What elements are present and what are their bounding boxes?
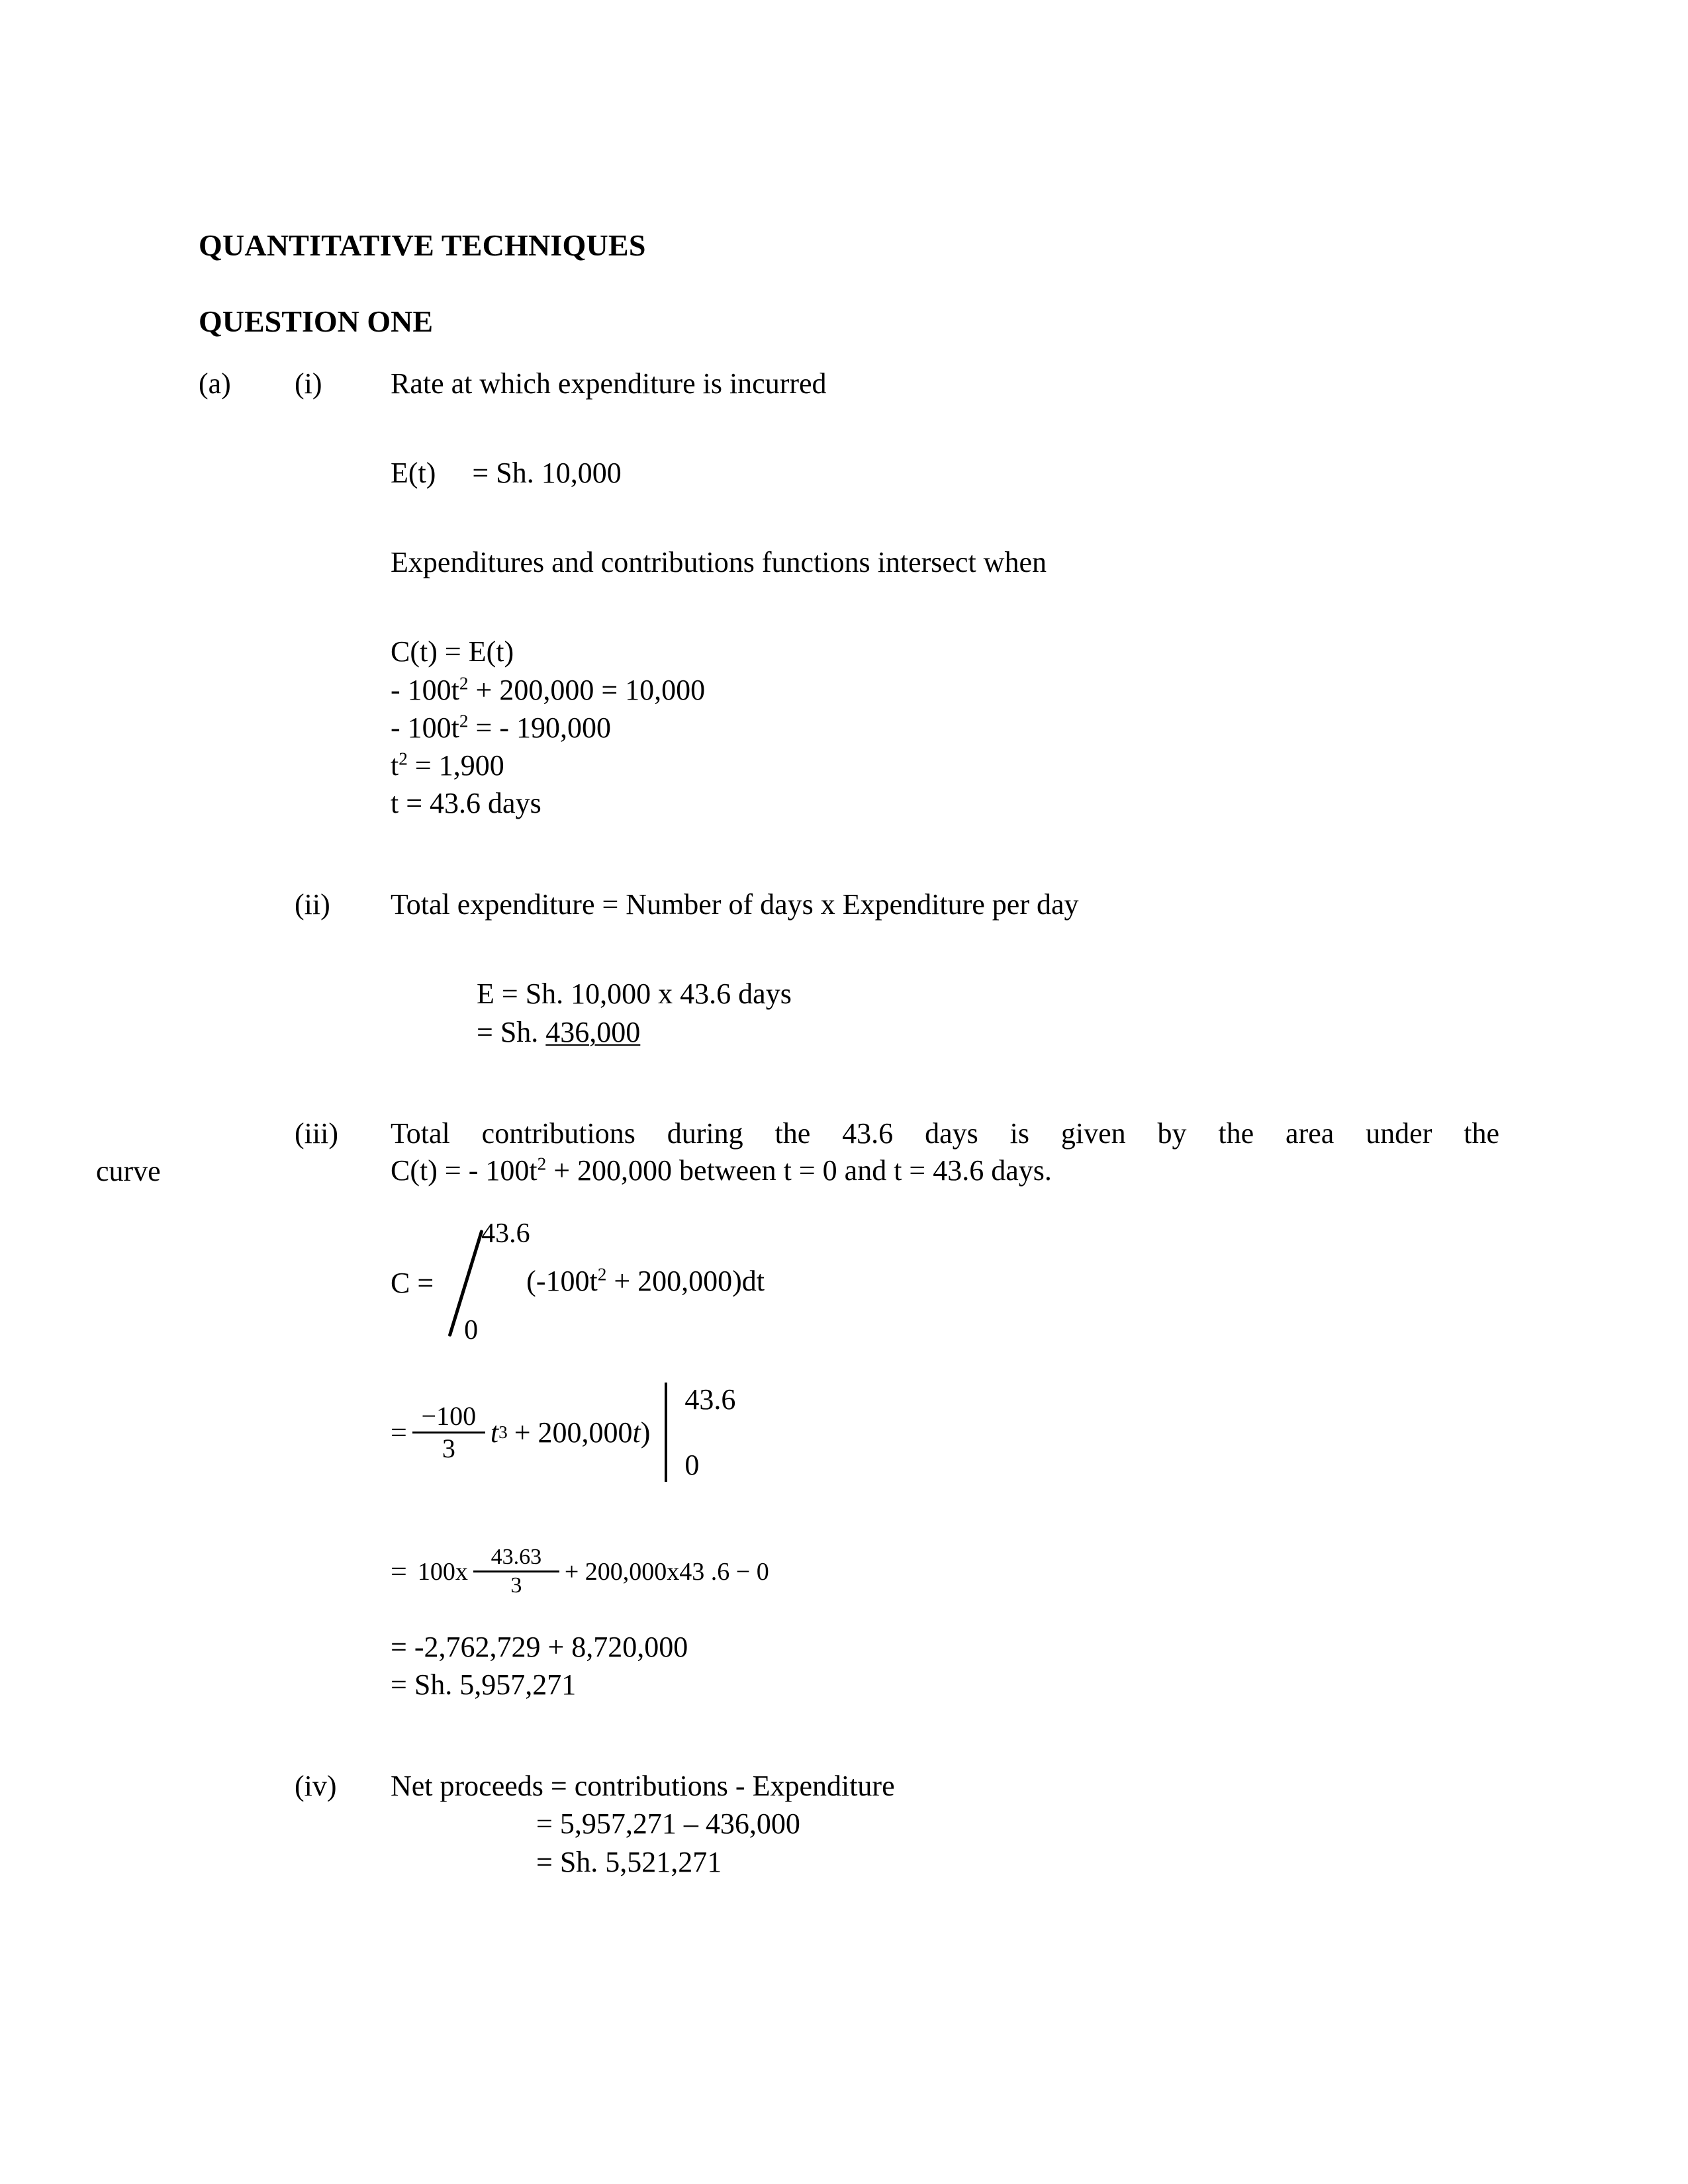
evaluation-bar (665, 1383, 667, 1482)
eval-upper-limit: 43.6 (684, 1383, 736, 1416)
part-a-item-iv (295, 1767, 1499, 1805)
text-intersect-condition: Expenditures and contributions functions intersect when (391, 546, 1047, 579)
equation-numeric-result-1: = -2,762,729 + 8,720,000 (391, 1630, 688, 1663)
exponent: 2 (537, 1154, 547, 1174)
equation-t-squared (391, 747, 1499, 784)
curve-eq-post: + 200,000 between t = 0 and t = 43.6 days. (546, 1154, 1052, 1187)
equation-substitution (391, 1545, 769, 1597)
spacer (199, 1704, 1499, 1767)
exponent: 2 (459, 711, 469, 731)
spacer (199, 1482, 1499, 1545)
spacer (199, 492, 1499, 543)
exponent: 2 (459, 672, 469, 693)
document-title: QUANTITATIVE TECHNIQUES (199, 228, 646, 262)
fraction-denominator: 3 (442, 1433, 455, 1463)
item-numeral-i: (i) (295, 367, 322, 400)
equation-net-proceeds-calc: = 5,957,271 – 436,000 (536, 1807, 800, 1841)
eq-term-post: + 200,000 = 10,000 (468, 673, 706, 706)
fraction-43-63-over-3 (473, 1545, 559, 1597)
equation-curve-ct (391, 1152, 1499, 1189)
substitution-coefficient: 100x (417, 1557, 468, 1586)
spacer (199, 1051, 1499, 1115)
antiderivative-eq-sign: = (391, 1416, 407, 1449)
eq-term-post: = - 190,000 (468, 711, 611, 744)
equation-ct-equals-et (391, 633, 1499, 670)
plus-term: + 200,000 (514, 1416, 633, 1449)
closing-paren: ) (640, 1416, 651, 1449)
equation-expand-line-2 (391, 709, 1499, 747)
item-iii-heading-line-2: curve (96, 1155, 161, 1188)
eval-lower-limit: 0 (684, 1449, 700, 1482)
equation-expand-line-1 (391, 671, 1499, 709)
result-value-underlined: 436,000 (545, 1015, 641, 1048)
part-a-item-i (199, 365, 1499, 402)
equation-t-result: t = 43.6 days (391, 787, 541, 820)
fraction-denominator: 3 (510, 1573, 522, 1598)
equation-contributions-total: = Sh. 5,957,271 (391, 1668, 577, 1701)
integral-sign-icon (438, 1218, 530, 1346)
variable-t: t (490, 1416, 499, 1449)
spacer (199, 1345, 1499, 1376)
fraction-numerator: 43.63 (491, 1545, 542, 1570)
item-i-heading: Rate at which expenditure is incurred (391, 367, 827, 400)
part-label-a: (a) (199, 367, 231, 400)
evaluation-limits (684, 1383, 735, 1482)
integral-lower-limit: 0 (464, 1315, 479, 1346)
exponent: 2 (399, 749, 408, 769)
eq-lhs-ct: C(t) (391, 635, 438, 668)
item-iii-heading-line-1: Total contributions during the 43.6 days is given by the area under the (391, 1116, 1499, 1150)
result-prefix: = Sh. (477, 1015, 546, 1048)
part-a-item-ii (295, 886, 1499, 923)
fraction-numerator: −100 (421, 1400, 477, 1431)
curve-eq-pre: C(t) = - 100t (391, 1154, 538, 1187)
equation-total-expenditure-result (477, 1013, 1499, 1051)
equation-net-proceeds-result: = Sh. 5,521,271 (536, 1845, 722, 1878)
equation-integral (391, 1220, 1499, 1345)
document-content (96, 228, 1499, 1881)
fraction-minus-100-over-3 (412, 1402, 485, 1463)
part-a-item-iii (295, 1115, 1499, 1152)
spacer (199, 923, 1499, 975)
integral-upper-limit: 43.6 (481, 1218, 530, 1250)
integral-lhs: C = (391, 1266, 434, 1299)
exponent: 2 (597, 1264, 607, 1285)
eq-term-pre: - 100t (391, 673, 459, 706)
spacer (199, 402, 1499, 454)
equation-antiderivative: = $\frac{-100}{3}$ t 3 + 200,000 t ) 43.6 0 (391, 1383, 736, 1482)
item-ii-heading: Total expenditure = Number of days x Expenditure per day (391, 888, 1079, 921)
integrand (526, 1262, 765, 1300)
item-iv-heading: Net proceeds = contributions - Expenditure (391, 1770, 895, 1803)
spacer (199, 1189, 1499, 1220)
eq-term-post: = 1,900 (407, 749, 504, 782)
spacer (199, 822, 1499, 886)
variable-t-2: t (632, 1416, 641, 1449)
eq-term-pre: t (391, 749, 399, 782)
substitution-rest: + 200,000x43 .6 − 0 (564, 1557, 769, 1586)
item-numeral-ii: (ii) (295, 888, 330, 921)
spacer (199, 1598, 1499, 1628)
spacer (199, 581, 1499, 633)
eq-term-pre: - 100t (391, 711, 459, 744)
equation-total-expenditure: E = Sh. 10,000 x 43.6 days (477, 978, 792, 1011)
integrand-pre: (-100t (526, 1264, 598, 1297)
integrand-post: + 200,000)dt (606, 1264, 765, 1297)
equation-et-value: E(t) = Sh. 10,000 (391, 456, 622, 489)
item-numeral-iv: (iv) (295, 1770, 337, 1803)
item-numeral-iii: (iii) (295, 1116, 338, 1150)
eq-rhs-et: E(t) (468, 635, 514, 668)
section-heading-question-one: QUESTION ONE (199, 304, 434, 338)
substitution-eq-sign: = (391, 1555, 407, 1588)
eq-sign: = (444, 635, 461, 668)
